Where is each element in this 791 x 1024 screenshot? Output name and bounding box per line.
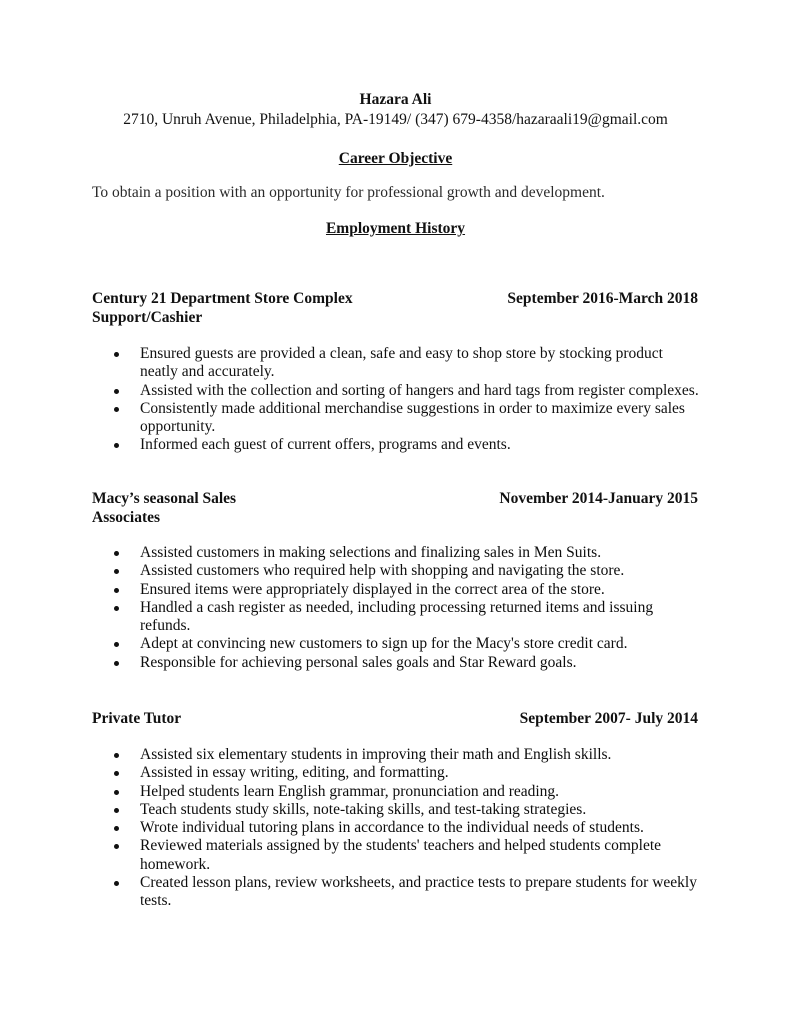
job-header (92, 290, 698, 309)
career-objective-heading (0, 150, 791, 168)
employment-history-heading (0, 220, 791, 238)
job-bullets-private-tutor (112, 746, 702, 911)
job-dates: September 2016-March 2018 (507, 290, 698, 307)
employment-history-title: Employment History (325, 220, 466, 237)
list-item: Informed each guest of current offers, programs and events. (112, 436, 702, 454)
list-item: Ensured items were appropriately displayed in the correct area of the store. (112, 581, 702, 599)
career-objective-title: Career Objective (338, 150, 453, 167)
list-item: Wrote individual tutoring plans in accordance to the individual needs of students. (112, 819, 702, 837)
job-bullets-century21 (112, 345, 702, 455)
bullet-icon (114, 642, 119, 647)
list-item: Assisted in essay writing, editing, and formatting. (112, 764, 702, 782)
job-entry-private-tutor (92, 710, 698, 729)
job-dates: September 2007- July 2014 (519, 710, 698, 727)
bullet-icon (114, 551, 119, 556)
contact-info: 2710, Unruh Avenue, Philadelphia, PA-19149/ (347) 679-4358/hazaraali19@gmail.com (123, 111, 668, 128)
bullet-icon (114, 771, 119, 776)
bullet-icon (114, 661, 119, 666)
bullet-icon (114, 443, 119, 448)
bullet-icon (114, 389, 119, 394)
job-role: Associates (92, 509, 161, 526)
list-item: Consistently made additional merchandise suggestions in order to maximize every sales opportunity. (112, 400, 702, 437)
career-objective-text: To obtain a position with an opportunity for professional growth and development. (92, 184, 605, 201)
list-item: Assisted with the collection and sorting of hangers and hard tags from register complexes. (112, 382, 702, 400)
bullet-icon (114, 407, 119, 412)
job-bullets-macys (112, 544, 702, 672)
list-item: Assisted customers in making selections and finalizing sales in Men Suits. (112, 544, 702, 562)
bullet-icon (114, 588, 119, 593)
list-item: Handled a cash register as needed, including processing returned items and issuing refunds. (112, 599, 702, 636)
list-item: Created lesson plans, review worksheets, and practice tests to prepare students for weekly tests. (112, 874, 702, 911)
bullet-icon (114, 808, 119, 813)
job-employer: Macy’s seasonal Sales (92, 490, 237, 507)
candidate-name: Hazara Ali (359, 91, 432, 108)
bullet-icon (114, 844, 119, 849)
job-entry-century21 (92, 290, 698, 328)
job-header (92, 710, 698, 729)
list-item: Ensured guests are provided a clean, safe and easy to shop store by stocking product neatly and accurately. (112, 345, 702, 382)
list-item: Reviewed materials assigned by the students' teachers and helped students complete homework. (112, 837, 702, 874)
list-item: Helped students learn English grammar, pronunciation and reading. (112, 783, 702, 801)
job-role: Support/Cashier (92, 309, 203, 326)
job-employer: Century 21 Department Store Complex (92, 290, 353, 307)
list-item: Adept at convincing new customers to sign up for the Macy's store credit card. (112, 635, 702, 653)
bullet-icon (114, 790, 119, 795)
bullet-icon (114, 826, 119, 831)
list-item: Teach students study skills, note-taking skills, and test-taking strategies. (112, 801, 702, 819)
list-item: Assisted six elementary students in improving their math and English skills. (112, 746, 702, 764)
job-header (92, 490, 698, 509)
bullet-icon (114, 569, 119, 574)
job-entry-macys (92, 490, 698, 528)
bullet-icon (114, 352, 119, 357)
job-dates: November 2014-January 2015 (499, 490, 698, 507)
bullet-icon (114, 881, 119, 886)
list-item: Responsible for achieving personal sales goals and Star Reward goals. (112, 654, 702, 672)
bullet-icon (114, 606, 119, 611)
bullet-icon (114, 753, 119, 758)
list-item: Assisted customers who required help with shopping and navigating the store. (112, 562, 702, 580)
job-employer: Private Tutor (92, 710, 182, 727)
